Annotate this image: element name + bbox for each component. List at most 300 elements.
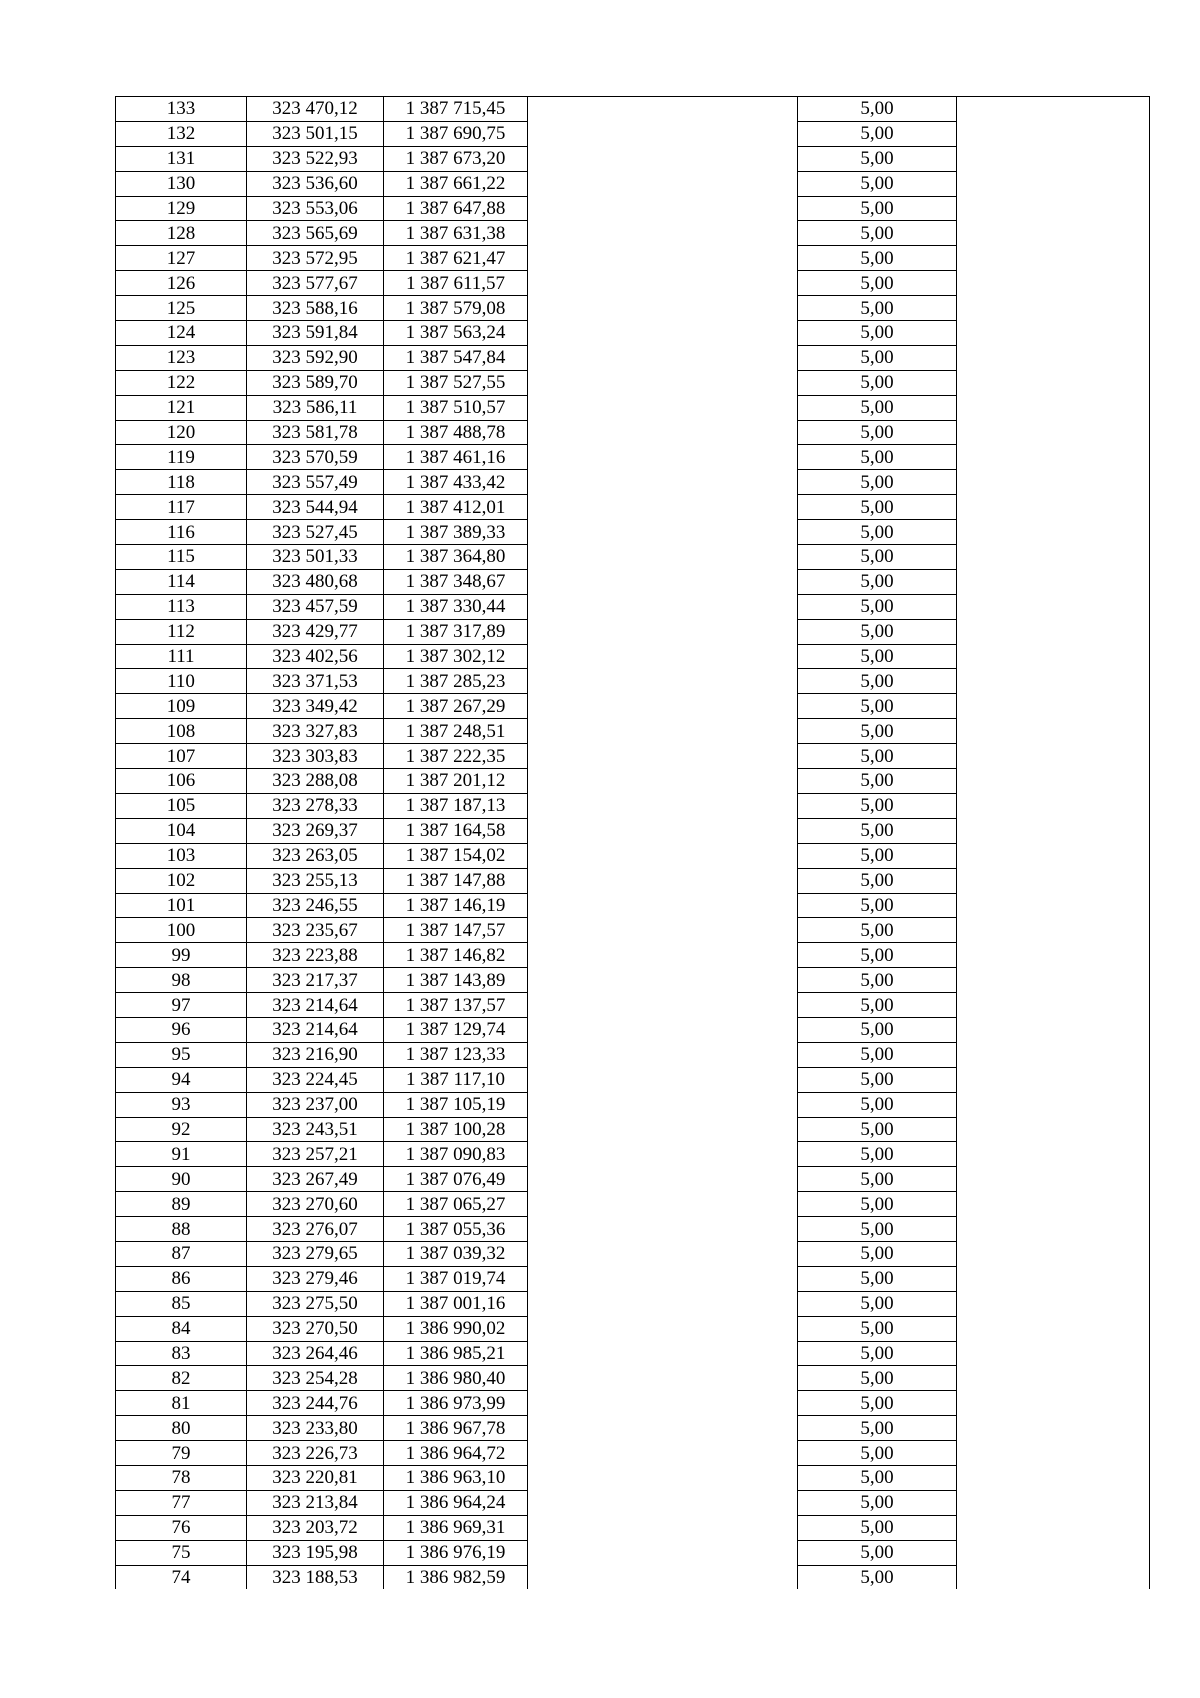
point-number-cell: 131 (116, 146, 247, 171)
distance-cell: 5,00 (798, 1192, 957, 1217)
coordinate-x-cell: 323 244,76 (247, 1391, 384, 1416)
point-number-cell: 102 (116, 868, 247, 893)
empty-cell (957, 769, 1150, 794)
empty-cell (957, 1217, 1150, 1242)
point-number-cell: 103 (116, 843, 247, 868)
empty-cell (957, 1192, 1150, 1217)
point-number-cell: 90 (116, 1167, 247, 1192)
coordinate-y-cell: 1 387 715,45 (384, 97, 528, 122)
empty-cell (957, 1291, 1150, 1316)
empty-cell (957, 370, 1150, 395)
empty-cell (957, 445, 1150, 470)
coordinate-x-cell: 323 275,50 (247, 1291, 384, 1316)
table-row (116, 1167, 1150, 1192)
point-number-cell: 123 (116, 345, 247, 370)
coordinate-y-cell: 1 387 579,08 (384, 296, 528, 321)
table-row (116, 968, 1150, 993)
coordinate-x-cell: 323 270,50 (247, 1316, 384, 1341)
table-row (116, 495, 1150, 520)
empty-cell (528, 719, 798, 744)
empty-cell (957, 968, 1150, 993)
coordinate-x-cell: 323 402,56 (247, 644, 384, 669)
coordinate-y-cell: 1 387 461,16 (384, 445, 528, 470)
coordinate-y-cell: 1 387 412,01 (384, 495, 528, 520)
table-row (116, 669, 1150, 694)
empty-cell (528, 1266, 798, 1291)
table-row (116, 1291, 1150, 1316)
table-row (116, 271, 1150, 296)
table-row (116, 1515, 1150, 1540)
point-number-cell: 95 (116, 1042, 247, 1067)
coordinate-x-cell: 323 457,59 (247, 594, 384, 619)
coordinate-x-cell: 323 278,33 (247, 793, 384, 818)
coordinate-y-cell: 1 386 969,31 (384, 1515, 528, 1540)
empty-cell (528, 1515, 798, 1540)
distance-cell: 5,00 (798, 146, 957, 171)
point-number-cell: 75 (116, 1540, 247, 1565)
table-row (116, 221, 1150, 246)
coordinate-y-cell: 1 387 631,38 (384, 221, 528, 246)
distance-cell: 5,00 (798, 1042, 957, 1067)
table-row (116, 818, 1150, 843)
empty-cell (957, 1366, 1150, 1391)
distance-cell: 5,00 (798, 196, 957, 221)
coordinate-x-cell: 323 217,37 (247, 968, 384, 993)
distance-cell: 5,00 (798, 694, 957, 719)
distance-cell: 5,00 (798, 445, 957, 470)
table-row (116, 1142, 1150, 1167)
point-number-cell: 100 (116, 918, 247, 943)
empty-cell (957, 1092, 1150, 1117)
coordinate-x-cell: 323 220,81 (247, 1465, 384, 1490)
coordinate-y-cell: 1 387 563,24 (384, 321, 528, 346)
coordinate-y-cell: 1 387 065,27 (384, 1192, 528, 1217)
coordinate-y-cell: 1 387 661,22 (384, 171, 528, 196)
distance-cell: 5,00 (798, 569, 957, 594)
empty-cell (528, 520, 798, 545)
coordinate-x-cell: 323 254,28 (247, 1366, 384, 1391)
distance-cell: 5,00 (798, 345, 957, 370)
point-number-cell: 125 (116, 296, 247, 321)
empty-cell (528, 694, 798, 719)
distance-cell: 5,00 (798, 1291, 957, 1316)
distance-cell: 5,00 (798, 619, 957, 644)
point-number-cell: 96 (116, 1017, 247, 1042)
coordinate-y-cell: 1 387 147,57 (384, 918, 528, 943)
point-number-cell: 104 (116, 818, 247, 843)
empty-cell (528, 769, 798, 794)
table-row (116, 296, 1150, 321)
empty-cell (957, 246, 1150, 271)
point-number-cell: 130 (116, 171, 247, 196)
empty-cell (528, 221, 798, 246)
distance-cell: 5,00 (798, 271, 957, 296)
coordinate-x-cell: 323 195,98 (247, 1540, 384, 1565)
distance-cell: 5,00 (798, 818, 957, 843)
empty-cell (528, 1565, 798, 1589)
table-row (116, 121, 1150, 146)
coordinate-y-cell: 1 387 055,36 (384, 1217, 528, 1242)
point-number-cell: 93 (116, 1092, 247, 1117)
table-row (116, 619, 1150, 644)
coordinate-y-cell: 1 387 123,33 (384, 1042, 528, 1067)
coordinate-y-cell: 1 387 164,58 (384, 818, 528, 843)
table-row (116, 1465, 1150, 1490)
distance-cell: 5,00 (798, 495, 957, 520)
point-number-cell: 122 (116, 370, 247, 395)
empty-cell (528, 445, 798, 470)
empty-cell (957, 1142, 1150, 1167)
empty-cell (528, 1241, 798, 1266)
point-number-cell: 83 (116, 1341, 247, 1366)
distance-cell: 5,00 (798, 918, 957, 943)
distance-cell: 5,00 (798, 1565, 957, 1589)
point-number-cell: 114 (116, 569, 247, 594)
coordinate-y-cell: 1 387 019,74 (384, 1266, 528, 1291)
empty-cell (528, 470, 798, 495)
point-number-cell: 92 (116, 1117, 247, 1142)
distance-cell: 5,00 (798, 1540, 957, 1565)
coordinate-x-cell: 323 553,06 (247, 196, 384, 221)
table-row (116, 171, 1150, 196)
point-number-cell: 89 (116, 1192, 247, 1217)
empty-cell (957, 1540, 1150, 1565)
coordinate-x-cell: 323 522,93 (247, 146, 384, 171)
coordinate-y-cell: 1 387 267,29 (384, 694, 528, 719)
coordinate-y-cell: 1 387 690,75 (384, 121, 528, 146)
point-number-cell: 76 (116, 1515, 247, 1540)
coordinate-y-cell: 1 387 146,82 (384, 943, 528, 968)
empty-cell (528, 1192, 798, 1217)
distance-cell: 5,00 (798, 1316, 957, 1341)
coordinate-y-cell: 1 387 285,23 (384, 669, 528, 694)
empty-cell (957, 1316, 1150, 1341)
empty-cell (528, 1092, 798, 1117)
point-number-cell: 121 (116, 395, 247, 420)
point-number-cell: 91 (116, 1142, 247, 1167)
empty-cell (528, 594, 798, 619)
point-number-cell: 99 (116, 943, 247, 968)
distance-cell: 5,00 (798, 370, 957, 395)
distance-cell: 5,00 (798, 1067, 957, 1092)
point-number-cell: 120 (116, 420, 247, 445)
point-number-cell: 133 (116, 97, 247, 122)
coordinate-y-cell: 1 386 982,59 (384, 1565, 528, 1589)
table-row (116, 246, 1150, 271)
empty-cell (528, 1540, 798, 1565)
empty-cell (957, 1465, 1150, 1490)
empty-cell (957, 271, 1150, 296)
empty-cell (528, 296, 798, 321)
distance-cell: 5,00 (798, 246, 957, 271)
coordinate-y-cell: 1 387 547,84 (384, 345, 528, 370)
empty-cell (957, 818, 1150, 843)
coordinate-y-cell: 1 387 433,42 (384, 470, 528, 495)
empty-cell (957, 1490, 1150, 1515)
empty-cell (528, 1217, 798, 1242)
empty-cell (957, 1515, 1150, 1540)
empty-cell (528, 843, 798, 868)
coordinates-table (115, 96, 1150, 1589)
empty-cell (957, 943, 1150, 968)
coordinate-x-cell: 323 501,15 (247, 121, 384, 146)
point-number-cell: 82 (116, 1366, 247, 1391)
coordinate-y-cell: 1 386 985,21 (384, 1341, 528, 1366)
coordinate-y-cell: 1 387 527,55 (384, 370, 528, 395)
coordinate-y-cell: 1 387 137,57 (384, 993, 528, 1018)
empty-cell (528, 271, 798, 296)
coordinate-x-cell: 323 570,59 (247, 445, 384, 470)
distance-cell: 5,00 (798, 1465, 957, 1490)
distance-cell: 5,00 (798, 943, 957, 968)
empty-cell (528, 1117, 798, 1142)
empty-cell (957, 97, 1150, 122)
empty-cell (528, 1017, 798, 1042)
point-number-cell: 84 (116, 1316, 247, 1341)
coordinate-x-cell: 323 279,65 (247, 1241, 384, 1266)
table-row (116, 520, 1150, 545)
distance-cell: 5,00 (798, 296, 957, 321)
empty-cell (528, 669, 798, 694)
point-number-cell: 88 (116, 1217, 247, 1242)
empty-cell (528, 1465, 798, 1490)
table-row (116, 918, 1150, 943)
coordinate-y-cell: 1 386 973,99 (384, 1391, 528, 1416)
table-row (116, 1092, 1150, 1117)
empty-cell (528, 1416, 798, 1441)
point-number-cell: 129 (116, 196, 247, 221)
point-number-cell: 98 (116, 968, 247, 993)
table-row (116, 1117, 1150, 1142)
distance-cell: 5,00 (798, 171, 957, 196)
coordinate-x-cell: 323 246,55 (247, 893, 384, 918)
table-row (116, 445, 1150, 470)
coordinate-y-cell: 1 387 510,57 (384, 395, 528, 420)
table-row (116, 1042, 1150, 1067)
coordinate-x-cell: 323 588,16 (247, 296, 384, 321)
coordinate-x-cell: 323 214,64 (247, 1017, 384, 1042)
point-number-cell: 108 (116, 719, 247, 744)
distance-cell: 5,00 (798, 1266, 957, 1291)
table-row (116, 644, 1150, 669)
distance-cell: 5,00 (798, 121, 957, 146)
empty-cell (528, 1490, 798, 1515)
coordinate-y-cell: 1 387 001,16 (384, 1291, 528, 1316)
table-row (116, 719, 1150, 744)
distance-cell: 5,00 (798, 843, 957, 868)
table-row (116, 321, 1150, 346)
coordinate-y-cell: 1 386 963,10 (384, 1465, 528, 1490)
distance-cell: 5,00 (798, 520, 957, 545)
empty-cell (957, 545, 1150, 570)
point-number-cell: 79 (116, 1441, 247, 1466)
empty-cell (528, 569, 798, 594)
coordinate-x-cell: 323 188,53 (247, 1565, 384, 1589)
coordinate-y-cell: 1 387 076,49 (384, 1167, 528, 1192)
empty-cell (957, 470, 1150, 495)
distance-cell: 5,00 (798, 545, 957, 570)
distance-cell: 5,00 (798, 420, 957, 445)
distance-cell: 5,00 (798, 644, 957, 669)
empty-cell (957, 1441, 1150, 1466)
empty-cell (528, 818, 798, 843)
table-row (116, 1366, 1150, 1391)
table-row (116, 993, 1150, 1018)
empty-cell (957, 1565, 1150, 1589)
coordinate-x-cell: 323 213,84 (247, 1490, 384, 1515)
coordinate-x-cell: 323 264,46 (247, 1341, 384, 1366)
coordinate-x-cell: 323 544,94 (247, 495, 384, 520)
point-number-cell: 132 (116, 121, 247, 146)
empty-cell (957, 1416, 1150, 1441)
table-row (116, 868, 1150, 893)
coordinate-x-cell: 323 276,07 (247, 1217, 384, 1242)
coordinate-y-cell: 1 387 146,19 (384, 893, 528, 918)
empty-cell (528, 395, 798, 420)
coordinate-y-cell: 1 387 090,83 (384, 1142, 528, 1167)
empty-cell (957, 121, 1150, 146)
empty-cell (528, 1291, 798, 1316)
empty-cell (957, 619, 1150, 644)
point-number-cell: 126 (116, 271, 247, 296)
empty-cell (957, 171, 1150, 196)
coordinate-y-cell: 1 386 990,02 (384, 1316, 528, 1341)
coordinate-y-cell: 1 387 117,10 (384, 1067, 528, 1092)
point-number-cell: 119 (116, 445, 247, 470)
coordinate-x-cell: 323 572,95 (247, 246, 384, 271)
coordinate-y-cell: 1 387 154,02 (384, 843, 528, 868)
distance-cell: 5,00 (798, 1515, 957, 1540)
distance-cell: 5,00 (798, 1017, 957, 1042)
empty-cell (528, 1441, 798, 1466)
table-row (116, 744, 1150, 769)
point-number-cell: 78 (116, 1465, 247, 1490)
coordinate-y-cell: 1 387 673,20 (384, 146, 528, 171)
table-row (116, 1241, 1150, 1266)
empty-cell (528, 1391, 798, 1416)
point-number-cell: 117 (116, 495, 247, 520)
empty-cell (957, 196, 1150, 221)
empty-cell (528, 420, 798, 445)
coordinate-y-cell: 1 386 964,24 (384, 1490, 528, 1515)
table-row (116, 370, 1150, 395)
table-row (116, 594, 1150, 619)
empty-cell (957, 1167, 1150, 1192)
empty-cell (957, 868, 1150, 893)
coordinate-x-cell: 323 270,60 (247, 1192, 384, 1217)
distance-cell: 5,00 (798, 1391, 957, 1416)
distance-cell: 5,00 (798, 395, 957, 420)
point-number-cell: 116 (116, 520, 247, 545)
distance-cell: 5,00 (798, 769, 957, 794)
distance-cell: 5,00 (798, 1217, 957, 1242)
empty-cell (957, 793, 1150, 818)
table-row (116, 793, 1150, 818)
coordinate-x-cell: 323 303,83 (247, 744, 384, 769)
table-row (116, 1416, 1150, 1441)
table-row (116, 1341, 1150, 1366)
point-number-cell: 128 (116, 221, 247, 246)
point-number-cell: 101 (116, 893, 247, 918)
empty-cell (957, 719, 1150, 744)
point-number-cell: 112 (116, 619, 247, 644)
point-number-cell: 110 (116, 669, 247, 694)
table-row (116, 545, 1150, 570)
coordinates-table-body (116, 97, 1150, 1590)
point-number-cell: 107 (116, 744, 247, 769)
empty-cell (528, 918, 798, 943)
distance-cell: 5,00 (798, 1167, 957, 1192)
point-number-cell: 115 (116, 545, 247, 570)
empty-cell (957, 843, 1150, 868)
coordinate-y-cell: 1 387 187,13 (384, 793, 528, 818)
empty-cell (957, 221, 1150, 246)
empty-cell (957, 520, 1150, 545)
coordinate-y-cell: 1 387 248,51 (384, 719, 528, 744)
coordinate-x-cell: 323 214,64 (247, 993, 384, 1018)
point-number-cell: 105 (116, 793, 247, 818)
table-row (116, 843, 1150, 868)
coordinate-y-cell: 1 387 302,12 (384, 644, 528, 669)
distance-cell: 5,00 (798, 1441, 957, 1466)
coordinate-y-cell: 1 387 611,57 (384, 271, 528, 296)
coordinate-y-cell: 1 387 222,35 (384, 744, 528, 769)
empty-cell (528, 121, 798, 146)
empty-cell (957, 296, 1150, 321)
table-row (116, 769, 1150, 794)
table-row (116, 1565, 1150, 1589)
table-row (116, 694, 1150, 719)
coordinate-x-cell: 323 501,33 (247, 545, 384, 570)
empty-cell (528, 1316, 798, 1341)
distance-cell: 5,00 (798, 470, 957, 495)
point-number-cell: 81 (116, 1391, 247, 1416)
empty-cell (957, 1266, 1150, 1291)
point-number-cell: 118 (116, 470, 247, 495)
coordinate-x-cell: 323 536,60 (247, 171, 384, 196)
distance-cell: 5,00 (798, 669, 957, 694)
distance-cell: 5,00 (798, 1341, 957, 1366)
table-row (116, 569, 1150, 594)
table-row (116, 420, 1150, 445)
point-number-cell: 86 (116, 1266, 247, 1291)
empty-cell (528, 1341, 798, 1366)
empty-cell (957, 321, 1150, 346)
coordinate-y-cell: 1 387 364,80 (384, 545, 528, 570)
point-number-cell: 127 (116, 246, 247, 271)
table-row (116, 1266, 1150, 1291)
empty-cell (957, 1042, 1150, 1067)
point-number-cell: 80 (116, 1416, 247, 1441)
coordinate-x-cell: 323 577,67 (247, 271, 384, 296)
point-number-cell: 94 (116, 1067, 247, 1092)
empty-cell (528, 97, 798, 122)
empty-cell (957, 1341, 1150, 1366)
empty-cell (957, 1067, 1150, 1092)
empty-cell (528, 893, 798, 918)
coordinate-y-cell: 1 387 129,74 (384, 1017, 528, 1042)
coordinate-x-cell: 323 216,90 (247, 1042, 384, 1067)
coordinate-y-cell: 1 387 348,67 (384, 569, 528, 594)
distance-cell: 5,00 (798, 1490, 957, 1515)
empty-cell (528, 1067, 798, 1092)
empty-cell (528, 644, 798, 669)
table-row (116, 1192, 1150, 1217)
table-row (116, 1540, 1150, 1565)
coordinate-y-cell: 1 387 647,88 (384, 196, 528, 221)
point-number-cell: 97 (116, 993, 247, 1018)
table-row (116, 345, 1150, 370)
